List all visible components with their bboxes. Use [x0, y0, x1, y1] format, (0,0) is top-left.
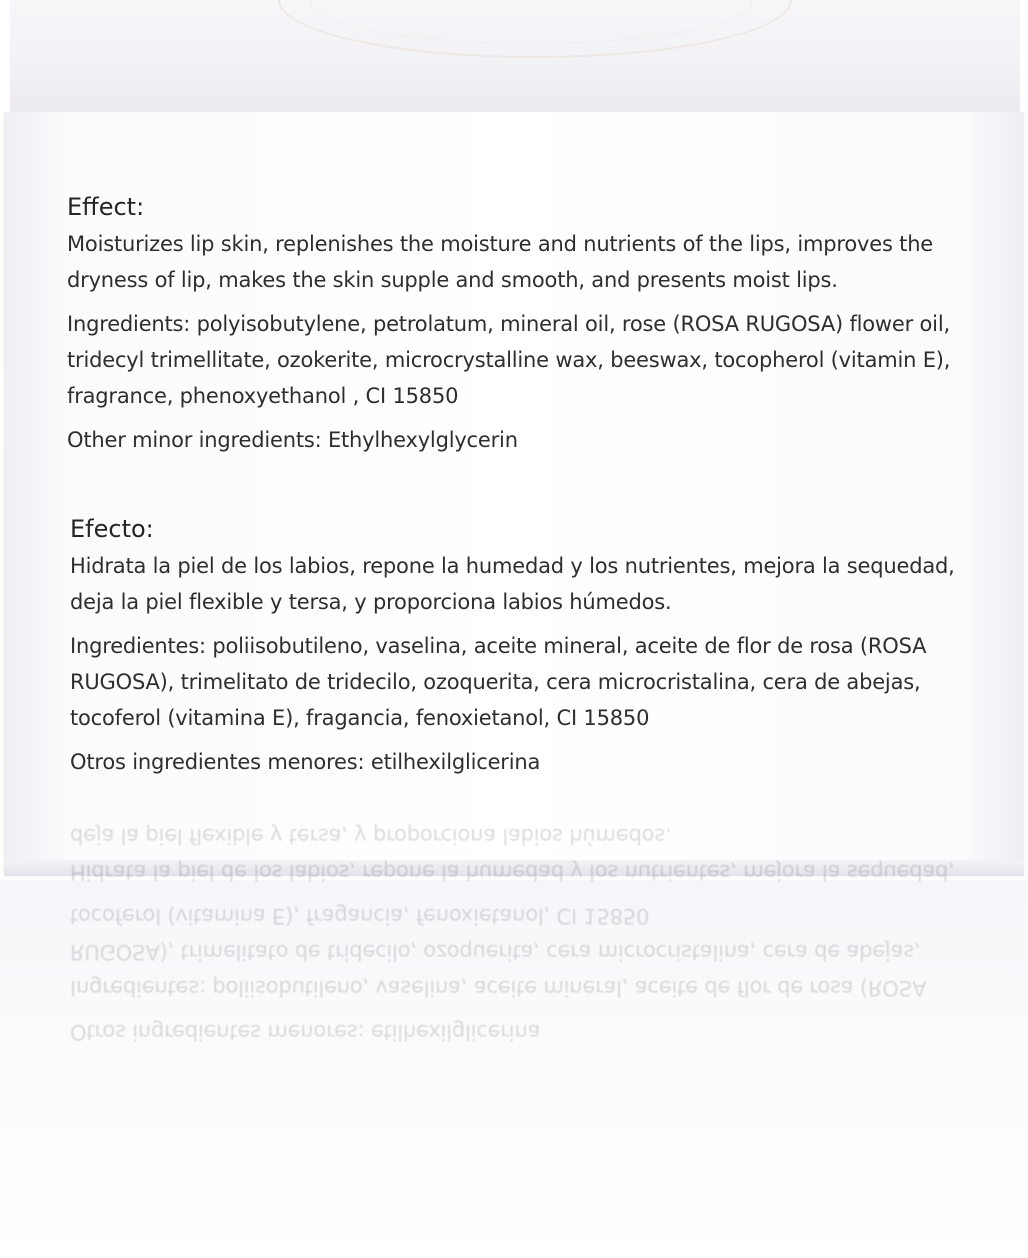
- spanish-section: [70, 512, 970, 788]
- effect-description: Moisturizes lip skin, replenishes the moisture and nutrients of the lips, improves the dryness of lip, makes the skin supple and smooth, and presents moist lips.: [67, 232, 934, 292]
- ingredientes-text: Ingredientes: poliisobutileno, vaselina, aceite mineral, aceite de flor de rosa (ROSA RUGOSA), trimelitato de tridecilo, ozoquerita, cera microcristalina, cera de abejas, tocoferol (vitamina E), fragancia, fenoxietanol, CI 15850: [70, 634, 927, 730]
- ingredients-text: Ingredients: polyisobutylene, petrolatum, mineral oil, rose (ROSA RUGOSA) flower oil, tridecyl trimellitate, ozokerite, microcrystalline wax, beeswax, tocopherol (vitamin E), fragrance, phenoxyethanol , CI 15850: [67, 312, 951, 408]
- reflected-ingredients: Ingredientes: poliisobutileno, vaselina, aceite mineral, aceite de flor de rosa (ROSA RUGOSA), trimelitato de tridecilo, ozoquerita, cera microcristalina, cera de abejas, tocoferol (vitamina E), fragancia, fenoxietanol, CI 15850: [70, 904, 927, 1000]
- minor-ingredients-text: Other minor ingredients: Ethylhexylglycerin: [67, 428, 518, 452]
- english-section: [67, 190, 967, 466]
- surface-reflection: [0, 824, 1028, 1258]
- ingredientes-menores-text: Otros ingredientes menores: etilhexilglicerina: [70, 750, 541, 774]
- reflected-description: Hidrata la piel de los labios, repone la humedad y los nutrientes, mejora la sequedad, deja la piel flexible y tersa, y proporciona labios húmedos.: [70, 824, 955, 884]
- box-lid: [10, 0, 1020, 113]
- reflected-minor: Otros ingredientes menores: etilhexilglicerina: [70, 1020, 541, 1044]
- efecto-heading: Efecto:: [70, 515, 154, 543]
- reflected-spanish-text: [70, 810, 970, 1050]
- effect-heading: Effect:: [67, 193, 145, 221]
- efecto-description: Hidrata la piel de los labios, repone la humedad y los nutrientes, mejora la sequedad, deja la piel flexible y tersa, y proporciona labios húmedos.: [70, 554, 955, 614]
